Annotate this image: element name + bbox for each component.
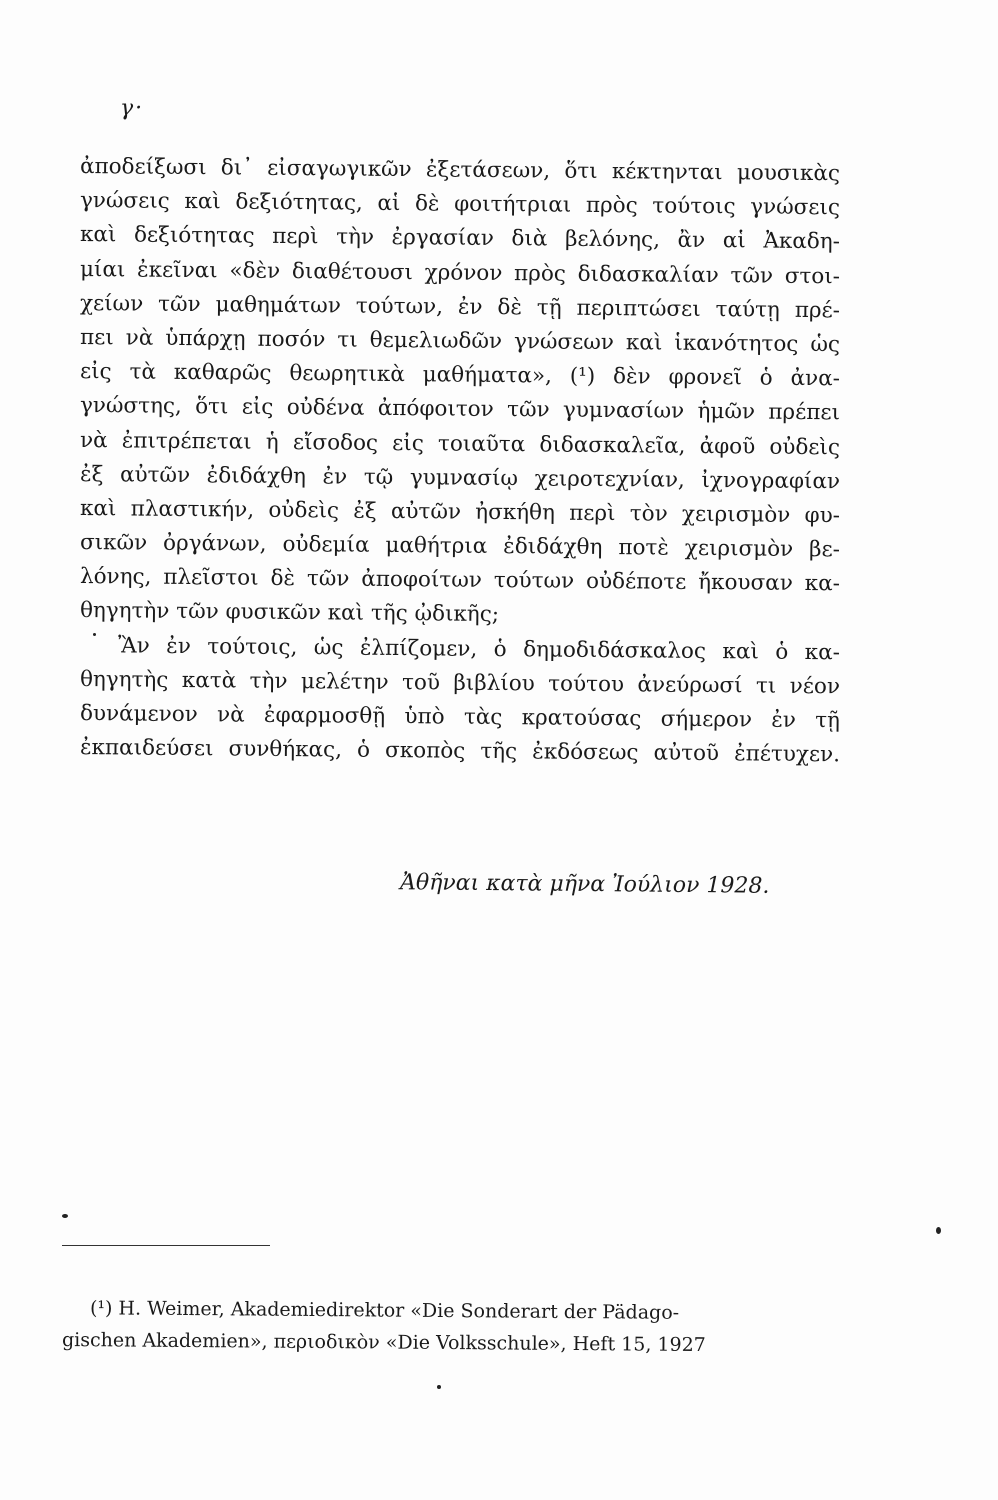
body-line: σικῶν ὀργάνων, οὐδεμία μαθήτρια ἐδιδάχθη ποτὲ χειρισμὸν βε- bbox=[79, 530, 841, 563]
ink-speck bbox=[437, 1385, 441, 1389]
footnotes bbox=[62, 1292, 822, 1356]
body-text bbox=[79, 150, 841, 768]
body-line: καὶ πλαστικήν, οὐδεὶς ἐξ αὐτῶν ἠσκήθη περὶ τὸν χειρισμὸν φυ- bbox=[79, 495, 841, 529]
body-line: νὰ ἐπιτρέπεται ἡ εἴσοδος εἰς τοιαῦτα διδασκαλεῖα, ἀφοῦ οὐδεὶς bbox=[79, 427, 841, 460]
footnote-divider bbox=[62, 1245, 270, 1246]
page-number: γ· bbox=[120, 96, 145, 121]
body-line: Ἂν ἐν τούτοις, ὡς ἐλπίζομεν, ὁ δημοδιδάσκαλος καὶ ὁ κα- bbox=[117, 632, 841, 665]
body-line: ἐκπαιδεύσει συνθήκας, ὁ σκοπὸς τῆς ἐκδόσεως αὐτοῦ ἐπέτυχεν. bbox=[79, 735, 841, 768]
body-line: χείων τῶν μαθημάτων τούτων, ἐν δὲ τῇ περιπτώσει ταύτῃ πρέ- bbox=[79, 290, 841, 324]
body-line: δυνάμενον νὰ ἐφαρμοσθῇ ὑπὸ τὰς κρατούσας σήμερον ἐν τῇ bbox=[79, 701, 841, 734]
body-line: εἰς τὰ καθαρῶς θεωρητικὰ μαθήματα», (¹) δὲν φρονεῖ ὁ ἀνα- bbox=[79, 359, 841, 392]
ink-speck bbox=[936, 1227, 941, 1234]
ink-speck bbox=[62, 1214, 68, 1218]
body-line: γνώστης, ὅτι εἰς οὐδένα ἀπόφοιτον τῶν γυμνασίων ἡμῶν πρέπει bbox=[79, 393, 841, 426]
body-line: ἀποδείξωσι δι᾽ εἰσαγωγικῶν ἐξετάσεων, ὅτι κέκτηνται μουσικὰς bbox=[79, 154, 841, 187]
footnote-line: gischen Akademien», περιοδικὸν «Die Volksschule», Heft 15, 1927 bbox=[61, 1329, 706, 1357]
ink-speck bbox=[93, 633, 96, 636]
body-line: ἐξ αὐτῶν ἐδιδάχθη ἐν τῷ γυμνασίῳ χειροτεχνίαν, ἰχνογραφίαν bbox=[79, 461, 841, 494]
body-line: θηγητὴς κατὰ τὴν μελέτην τοῦ βιβλίου τούτου ἀνεύρωσί τι νέον bbox=[79, 666, 841, 700]
body-line: θηγητὴν τῶν φυσικῶν καὶ τῆς ᾠδικῆς; bbox=[79, 598, 500, 628]
body-line: μίαι ἐκεῖναι «δὲν διαθέτουσι χρόνον πρὸς διδασκαλίαν τῶν στοι- bbox=[79, 256, 841, 289]
footnote-line: (¹) H. Weimer, Akademiedirektor «Die Sonderart der Pädago- bbox=[89, 1297, 680, 1324]
body-line: πει νὰ ὑπάρχῃ ποσόν τι θεμελιωδῶν γνώσεων καὶ ἱκανότητος ὡς bbox=[79, 324, 841, 358]
body-line: καὶ δεξιότητας περὶ τὴν ἐργασίαν διὰ βελόνης, ἂν αἱ Ἀκαδη- bbox=[79, 222, 841, 255]
body-line: γνώσεις καὶ δεξιότητας, αἱ δὲ φοιτήτριαι πρὸς τούτοις γνώσεις bbox=[79, 188, 841, 221]
body-line: λόνης, πλεῖστοι δὲ τῶν ἀποφοίτων τούτων οὐδέποτε ἤκουσαν κα- bbox=[79, 564, 841, 597]
signature-date: Ἀθῆναι κατὰ μῆνα Ἰούλιον 1928. bbox=[399, 870, 770, 899]
